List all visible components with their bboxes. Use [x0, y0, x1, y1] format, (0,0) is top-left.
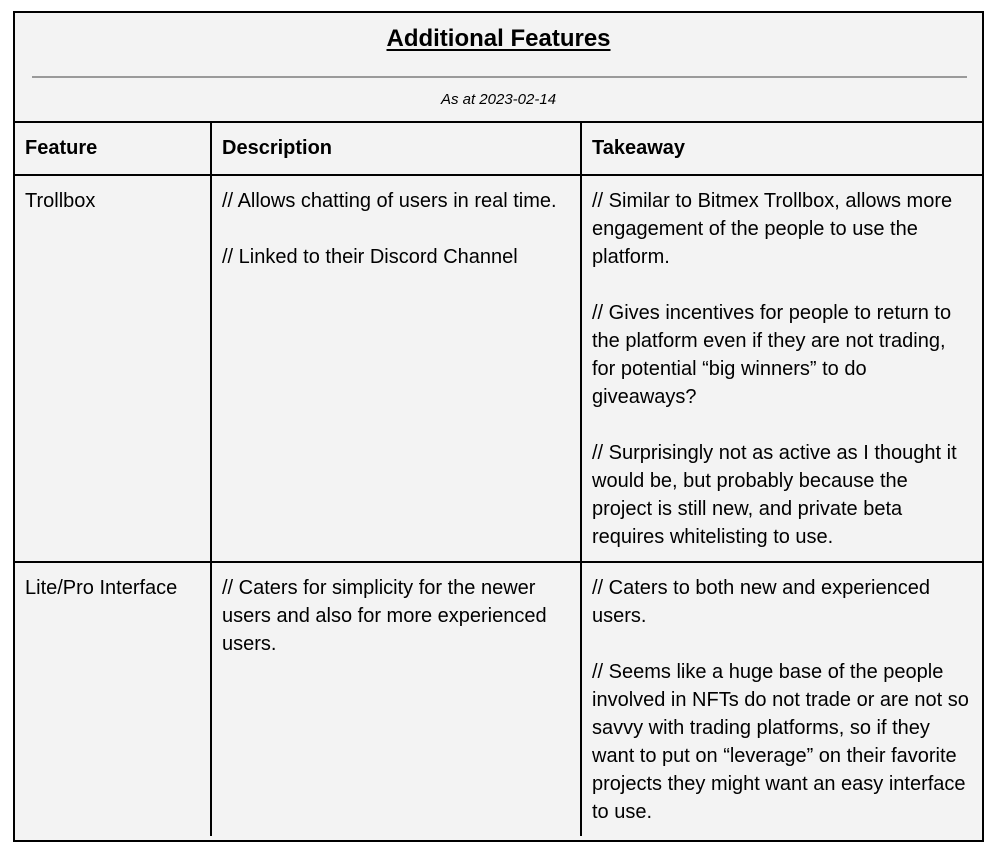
table-header-row — [15, 122, 982, 175]
column-header-description: Description — [211, 122, 581, 175]
feature-cell: Trollbox — [15, 175, 211, 562]
takeaway-paragraph: // Similar to Bitmex Trollbox, allows more engagement of the people to use the platform. — [592, 190, 953, 268]
features-document — [13, 11, 984, 842]
takeaway-paragraph: // Surprisingly not as active as I thought it would be, but probably because the project is still new, and private beta requires whitelisting to use. — [592, 442, 957, 548]
takeaway-paragraph: // Gives incentives for people to return to the platform even if they are not trading, for potential “big winners” to do giveaways? — [592, 302, 952, 408]
description-paragraph: // Allows chatting of users in real time. — [222, 190, 557, 212]
takeaway-cell — [581, 562, 982, 836]
table-row — [15, 175, 982, 562]
column-header-takeaway: Takeaway — [581, 122, 982, 175]
takeaway-cell — [581, 175, 982, 562]
table-row — [15, 562, 982, 836]
document-title: Additional Features — [386, 25, 611, 52]
document-header — [15, 13, 982, 123]
description-paragraph: // Caters for simplicity for the newer users and also for more experienced users. — [222, 577, 547, 655]
description-cell — [211, 175, 581, 562]
description-paragraph: // Linked to their Discord Channel — [222, 246, 518, 268]
takeaway-paragraph: // Caters to both new and experienced users. — [592, 577, 930, 627]
description-cell — [211, 562, 581, 836]
as-at-date: As at 2023-02-14 — [440, 91, 557, 108]
features-table — [15, 121, 982, 836]
column-header-feature: Feature — [15, 122, 211, 175]
title-divider — [32, 76, 967, 78]
feature-cell: Lite/Pro Interface — [15, 562, 211, 836]
takeaway-paragraph: // Seems like a huge base of the people involved in NFTs do not trade or are not so savvy with trading platforms, so if they want to put on “leverage” on their favorite projects they might want an easy interface to use. — [592, 661, 969, 823]
